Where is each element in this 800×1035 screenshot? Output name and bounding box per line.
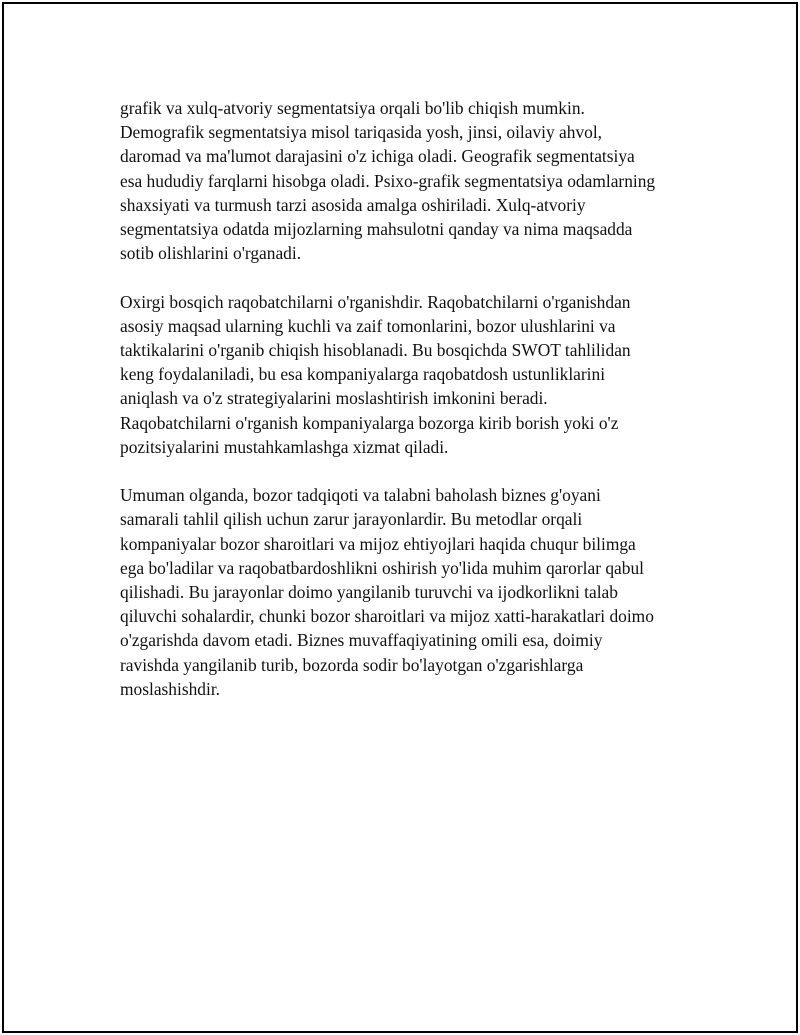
text-line: qiluvchi sohalardir, chunki bozor sharoitlari va mijoz xatti-harakatlari doimo	[120, 606, 654, 627]
document-page	[2, 2, 798, 1033]
text-line: taktikalarini o'rganib chiqish hisoblanadi. Bu bosqichda SWOT tahlilidan	[120, 340, 631, 361]
text-line: kompaniyalar bozor sharoitlari va mijoz ehtiyojlari haqida chuqur bilimga	[120, 533, 636, 554]
text-line: grafik va xulq-atvoriy segmentatsiya orqali bo'lib chiqish mumkin.	[120, 98, 585, 118]
text-line: Oxirgi bosqich raqobatchilarni o'rganishdir. Raqobatchilarni o'rganishdan	[120, 291, 631, 312]
text-line: pozitsiyalarini mustahkamlashga xizmat qiladi.	[120, 436, 449, 457]
text-line: ega bo'ladilar va raqobatbardoshlikni oshirish yo'lida muhim qarorlar qabul	[120, 557, 644, 578]
paragraph-conclusion	[120, 483, 700, 701]
text-line: moslashishdir.	[120, 678, 221, 699]
text-line: samarali tahlil qilish uchun zarur jarayonlardir. Bu metodlar orqali	[120, 509, 583, 530]
paragraph-competitors	[120, 290, 700, 459]
text-line: daromad va ma'lumot darajasini o'z ichiga oladi. Geografik segmentatsiya	[120, 146, 635, 167]
document-body	[120, 96, 700, 725]
text-line: aniqlash va o'z strategiyalarini moslashtirish imkonini beradi.	[120, 388, 548, 409]
text-line: asosiy maqsad ularning kuchli va zaif tomonlarini, bozor ulushlarini va	[120, 315, 616, 336]
text-line: qilishadi. Bu jarayonlar doimo yangilanib turuvchi va ijodkorlikni talab	[120, 582, 618, 603]
text-line: Raqobatchilarni o'rganish kompaniyalarga bozorga kirib borish yoki o'z	[120, 412, 619, 433]
paragraph-segmentation	[120, 96, 700, 265]
text-line: o'zgarishda davom etadi. Biznes muvaffaqiyatining omili esa, doimiy	[120, 630, 603, 651]
text-line: shaxsiyati va turmush tarzi asosida amalga oshiriladi. Xulq-atvoriy	[120, 194, 586, 215]
text-line: Demografik segmentatsiya misol tariqasida yosh, jinsi, oilaviy ahvol,	[120, 122, 603, 143]
text-line: ravishda yangilanib turib, bozorda sodir bo'layotgan o'zgarishlarga	[120, 654, 584, 675]
text-line: keng foydalaniladi, bu esa kompaniyalarga raqobatdosh ustunliklarini	[120, 364, 606, 385]
text-line: sotib olishlarini o'rganadi.	[120, 243, 302, 264]
text-line: Umuman olganda, bozor tadqiqoti va talabni baholash biznes g'oyani	[120, 485, 601, 506]
text-line: segmentatsiya odatda mijozlarning mahsulotni qanday va nima maqsadda	[120, 219, 633, 240]
text-line: esa hududiy farqlarni hisobga oladi. Psixo-grafik segmentatsiya odamlarning	[120, 170, 656, 191]
